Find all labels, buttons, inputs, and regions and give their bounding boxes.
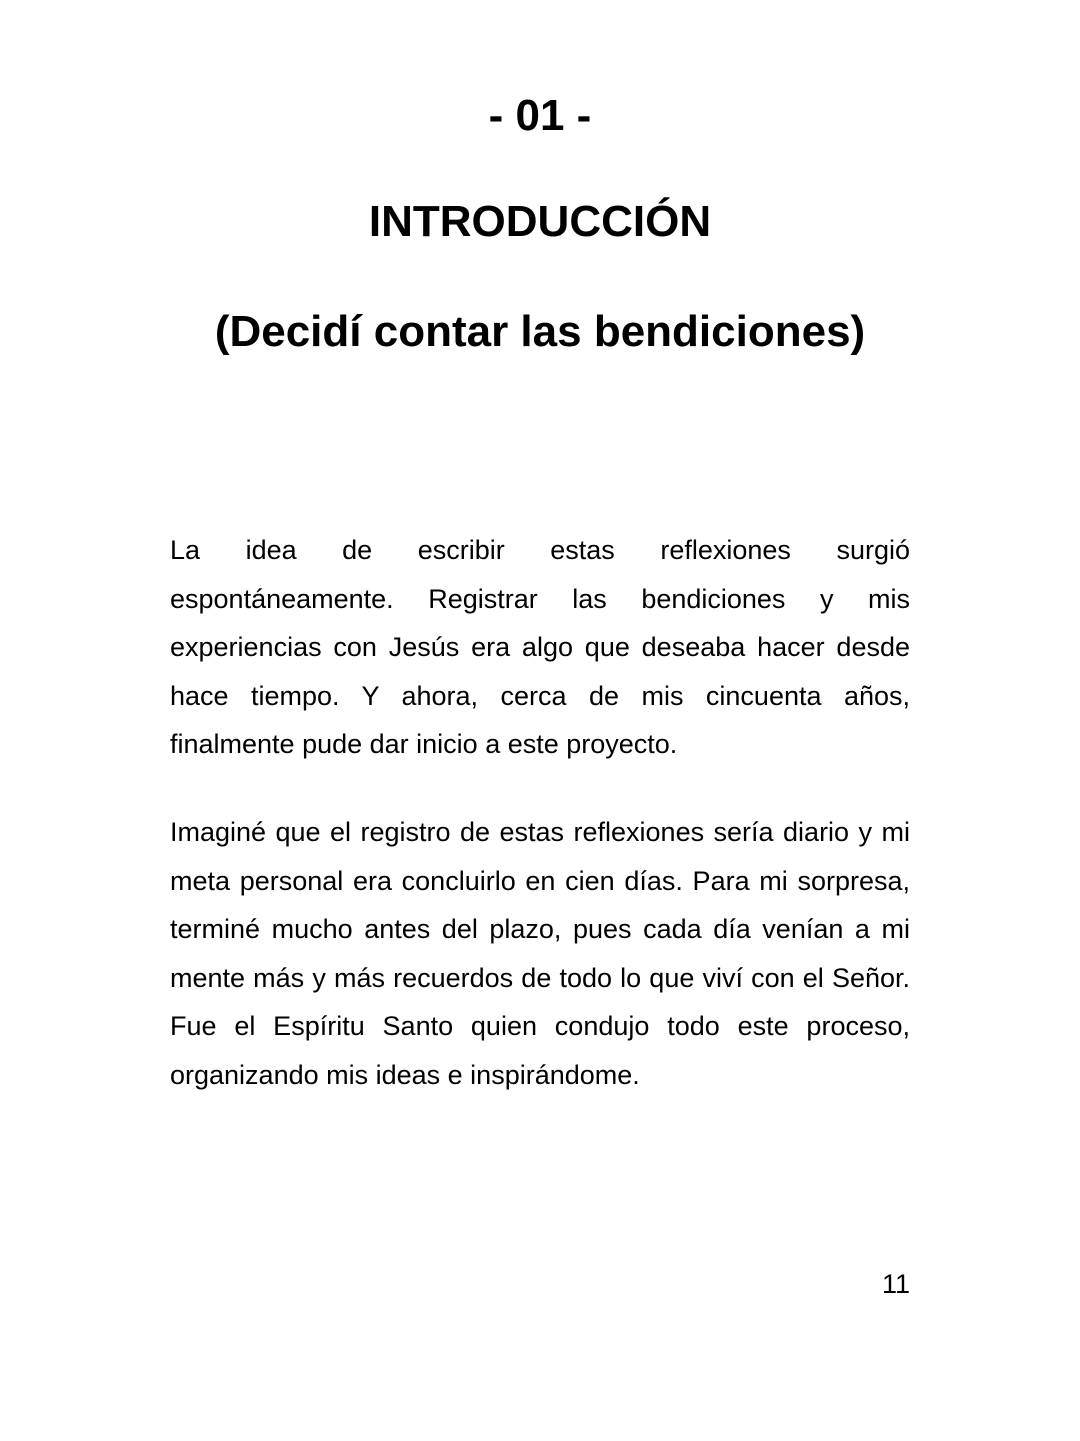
chapter-subtitle: (Decidí contar las bendiciones) (214, 307, 866, 356)
page-number: 11 (881, 1269, 910, 1299)
chapter-title: INTRODUCCIÓN (368, 197, 712, 246)
body-paragraph: Imaginé que el registro de estas reflexiones sería diario y mi meta personal era concluirlo en cien días. Para mi sorpresa, terminé mucho antes del plazo, pues cada día venían a mi mente más y más recuerdos de todo lo que viví con el Señor. Fue el Espíritu Santo quien condujo todo este proceso, organizando mis ideas e inspirándome. (170, 817, 910, 1090)
body-paragraph: La idea de escribir estas reflexiones surgió espontáneamente. Registrar las bendiciones y mis experiencias con Jesús era algo que deseaba hacer desde hace tiempo. Y ahora, cerca de mis cincuenta años, finalmente pude dar inicio a este proyecto. (170, 535, 910, 759)
chapter-number: - 01 - (488, 91, 592, 140)
